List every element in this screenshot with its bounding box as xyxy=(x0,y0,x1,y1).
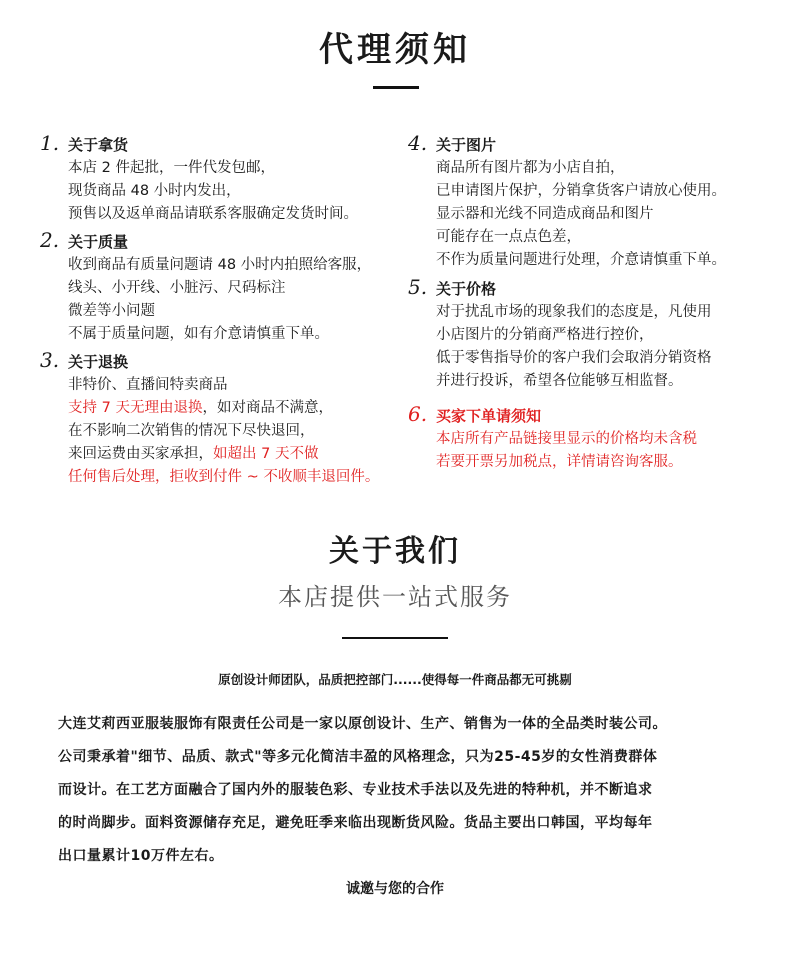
about-us-title: 关于我们 xyxy=(329,534,461,569)
section-heading xyxy=(40,132,410,157)
line-text: 来回运费由买家承担， xyxy=(68,446,213,462)
line-text: 非特价、直播间特卖商品 xyxy=(68,377,228,393)
section-line xyxy=(40,203,410,226)
line-text: 对于扰乱市场的现象我们的态度是，凡使用 xyxy=(436,304,712,320)
section-number: 6. xyxy=(408,402,428,426)
line-text: 低于零售指导价的客户我们会取消分销资格 xyxy=(436,350,712,366)
section-line xyxy=(40,157,410,180)
notice-section-5 xyxy=(408,276,778,393)
highlight-text: 如超出 7 天不做 xyxy=(213,446,319,462)
notice-section-4 xyxy=(408,132,778,272)
section-heading xyxy=(40,349,410,374)
line-text: 商品所有图片都为小店自拍， xyxy=(436,160,625,176)
line-text: 线头、小开线、小脏污、尺码标注 xyxy=(68,280,286,296)
description-line: 公司秉承着"细节、品质、款式"等多元化简洁丰盈的风格理念，只为25-45岁的女性消费群体 xyxy=(58,749,658,765)
section-title: 关于质量 xyxy=(68,233,129,251)
section-line xyxy=(40,180,410,203)
highlight-text: 本店所有产品链接里显示的价格均未含税 xyxy=(436,431,697,447)
section-line xyxy=(40,374,410,397)
section-line xyxy=(408,157,778,180)
notice-section-3 xyxy=(40,349,410,489)
line-text: 并进行投诉，希望各位能够互相监督。 xyxy=(436,373,683,389)
section-title: 关于价格 xyxy=(436,280,497,298)
section-number: 2. xyxy=(40,228,60,252)
section-line xyxy=(40,466,410,489)
highlight-text: 支持 7 天无理由退换 xyxy=(68,400,203,416)
section-line xyxy=(408,226,778,249)
line-text: 已申请图片保护，分销拿货客户请放心使用。 xyxy=(436,183,726,199)
section-line xyxy=(408,180,778,203)
section-number: 1. xyxy=(40,131,60,155)
agent-notice-title: 代理须知 xyxy=(319,30,471,70)
line-text: 本店 2 件起批，一件代发包邮， xyxy=(68,160,275,176)
line-text: 预售以及返单商品请联系客服确定发货时间。 xyxy=(68,206,358,222)
section-line xyxy=(40,443,410,466)
tagline: 原创设计师团队，品质把控部门......使得每一件商品都无可挑剔 xyxy=(218,672,572,687)
line-text: ，如对商品不满意， xyxy=(202,400,333,416)
title-underline xyxy=(373,86,419,89)
section-line xyxy=(40,277,410,300)
company-description xyxy=(58,708,758,873)
section-heading xyxy=(408,276,778,301)
right-column xyxy=(408,132,778,475)
notice-section-2 xyxy=(40,229,410,346)
section-number: 3. xyxy=(40,348,60,372)
line-text: 可能存在一点点色差， xyxy=(436,229,581,245)
section-line xyxy=(40,420,410,443)
line-text: 在不影响二次销售的情况下尽快退回， xyxy=(68,423,315,439)
line-text: 不属于质量问题，如有介意请慎重下单。 xyxy=(68,326,329,342)
description-line: 出口量累计10万件左右。 xyxy=(58,848,224,864)
section-heading xyxy=(408,132,778,157)
section-line xyxy=(408,249,778,272)
section-line xyxy=(408,428,778,451)
section-line xyxy=(40,254,410,277)
section-title: 关于图片 xyxy=(436,136,497,154)
section-line xyxy=(408,451,778,474)
line-text: 不作为质量问题进行处理，介意请慎重下单。 xyxy=(436,252,726,268)
line-text: 现货商品 48 小时内发出， xyxy=(68,183,241,199)
closing-invitation: 诚邀与您的合作 xyxy=(346,881,444,897)
section-number: 5. xyxy=(408,275,428,299)
section-title: 买家下单请须知 xyxy=(436,407,542,425)
line-text: 小店图片的分销商严格进行控价， xyxy=(436,327,654,343)
description-line: 的时尚脚步。面料资源储存充足，避免旺季来临出现断货风险。货品主要出口韩国，平均每年 xyxy=(58,815,653,831)
section-line xyxy=(40,300,410,323)
section-line xyxy=(40,397,410,420)
notice-section-6 xyxy=(408,403,778,474)
section-line xyxy=(408,324,778,347)
line-text: 微差等小问题 xyxy=(68,303,155,319)
highlight-text: 任何售后处理，拒收到付件 ~ 不收顺丰退回件。 xyxy=(68,469,380,485)
about-us-subtitle: 本店提供一站式服务 xyxy=(278,583,512,611)
notice-section-1 xyxy=(40,132,410,226)
line-text: 收到商品有质量问题请 48 小时内拍照给客服， xyxy=(68,257,372,273)
section-line xyxy=(40,323,410,346)
section-heading xyxy=(40,229,410,254)
line-text: 显示器和光线不同造成商品和图片 xyxy=(436,206,654,222)
description-line: 而设计。在工艺方面融合了国内外的服装色彩、专业技术手法以及先进的特种机，并不断追求 xyxy=(58,782,653,798)
left-column xyxy=(40,132,410,490)
section-heading xyxy=(408,403,778,428)
section-number: 4. xyxy=(408,131,428,155)
about-underline xyxy=(342,637,448,639)
section-line xyxy=(408,203,778,226)
description-line: 大连艾莉西亚服装服饰有限责任公司是一家以原创设计、生产、销售为一体的全品类时装公司。 xyxy=(58,716,667,732)
section-line xyxy=(408,301,778,324)
section-line xyxy=(408,370,778,393)
highlight-text: 若要开票另加税点，详情请咨询客服。 xyxy=(436,454,683,470)
section-title: 关于拿货 xyxy=(68,136,129,154)
section-title: 关于退换 xyxy=(68,353,129,371)
section-line xyxy=(408,347,778,370)
